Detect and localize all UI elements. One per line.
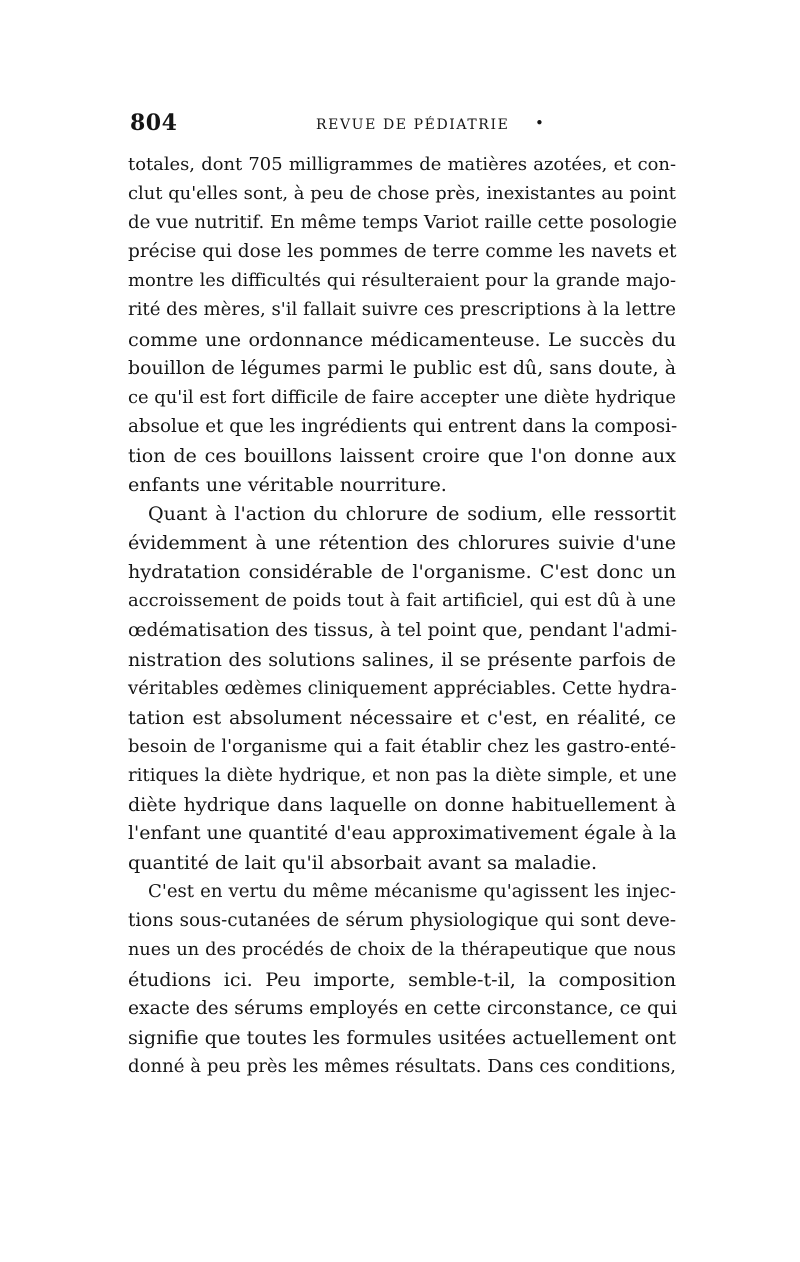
text-line: montre les difficultés qui résulteraient pour la grande majo-	[128, 270, 676, 292]
text-line: rité des mères, s'il fallait suivre ces prescriptions à la lettre	[128, 299, 676, 321]
text-line: l'enfant une quantité d'eau approximativement égale à la	[128, 822, 677, 845]
text-line: accroissement de poids tout à fait artificiel, qui est dû à une	[128, 590, 676, 612]
text-line: tions sous-cutanées de sérum physiologique qui sont deve-	[128, 910, 676, 932]
text-line: nistration des solutions salines, il se présente parfois de	[128, 647, 676, 671]
text-line: étudions ici. Peu importe, semble-t-il, la composition	[128, 967, 676, 991]
running-title: REVUE DE PÉDIATRIE	[316, 117, 510, 133]
text-line: ritiques la diète hydrique, et non pas la diète simple, et une	[128, 764, 677, 786]
text-line: tation est absolument nécessaire et c'est, en réalité, ce	[128, 705, 676, 729]
text-line: clut qu'elles sont, à peu de chose près, inexistantes au point	[128, 183, 676, 205]
text-line: donné à peu près les mêmes résultats. Dans ces conditions,	[128, 1055, 676, 1077]
text-line: nues un des procédés de choix de la thérapeutique que nous	[128, 939, 676, 960]
text-line: signifie que toutes les formules usitées actuellement ont	[128, 1025, 676, 1049]
text-line: évidemment à une rétention des chlorures suivie d'une	[128, 531, 676, 555]
text-line: enfants une véritable nourriture.	[128, 473, 447, 497]
text-line: précise qui dose les pommes de terre comme les navets et	[128, 241, 677, 263]
text-line: quantité de lait qu'il absorbait avant sa maladie.	[128, 851, 598, 875]
text-line: tion de ces bouillons laissent croire que l'on donne aux	[128, 443, 676, 467]
text-line: besoin de l'organisme qui a fait établir chez les gastro-enté-	[128, 735, 676, 757]
text-line: diète hydrique dans laquelle on donne habituellement à	[128, 793, 676, 817]
text-line: absolue et que les ingrédients qui entrent dans la composi-	[128, 415, 678, 437]
text-line: de vue nutritif. En même temps Variot raille cette posologie	[128, 212, 677, 234]
page-header	[130, 110, 680, 142]
body-text	[128, 150, 676, 1081]
page-number: 804	[130, 110, 178, 136]
header-ornament: •	[535, 114, 544, 132]
text-line: hydratation considérable de l'organisme. C'est donc un	[128, 560, 676, 584]
text-line: C'est en vertu du même mécanisme qu'agissent les injec-	[148, 881, 676, 903]
text-line: œdématisation des tissus, à tel point que, pendant l'admi-	[128, 619, 678, 641]
text-line: comme une ordonnance médicamenteuse. Le succès du	[128, 327, 676, 351]
text-line: ce qu'il est fort difficile de faire accepter une diète hydrique	[128, 386, 676, 408]
text-line: bouillon de légumes parmi le public est dû, sans doute, à	[128, 356, 676, 379]
text-line: totales, dont 705 milligrammes de matières azotées, et con-	[128, 154, 676, 175]
text-line: véritables œdèmes cliniquement appréciables. Cette hydra-	[128, 677, 677, 699]
text-line: exacte des sérums employés en cette circonstance, ce qui	[128, 997, 678, 1019]
text-line: Quant à l'action du chlorure de sodium, elle ressortit	[148, 502, 676, 526]
